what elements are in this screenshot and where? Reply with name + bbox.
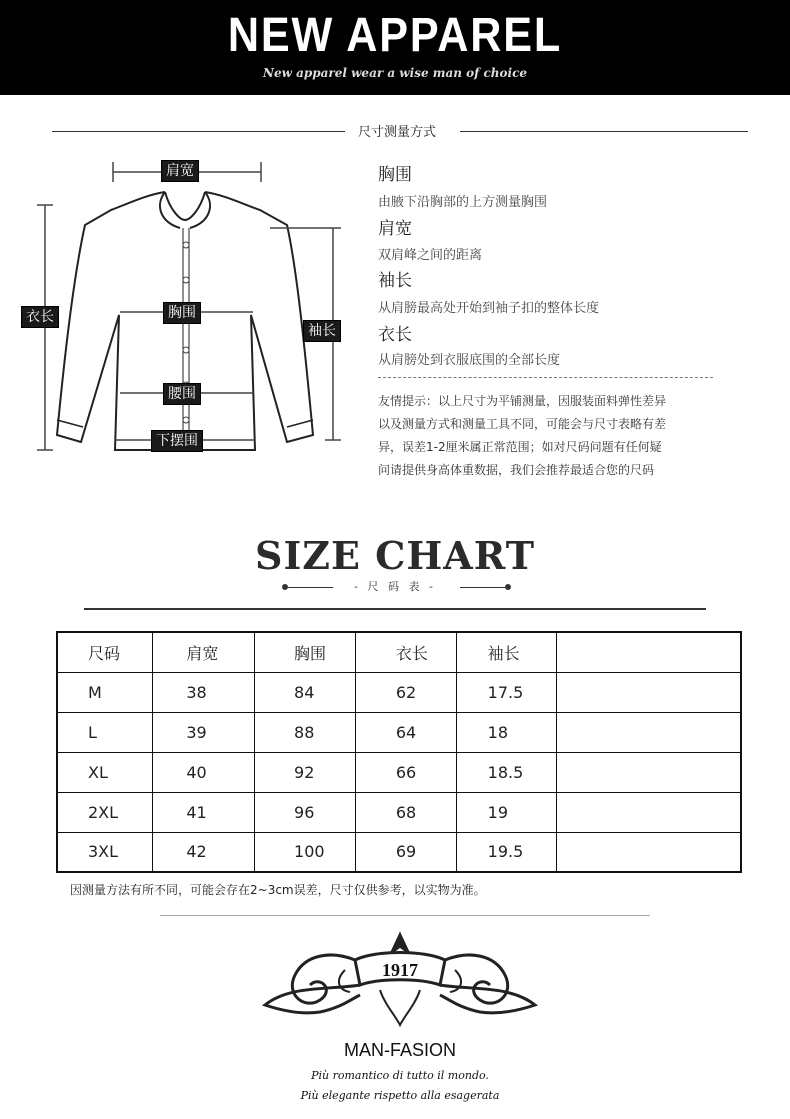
table-cell (557, 712, 741, 752)
table-row (57, 752, 741, 792)
item-shoulder-name: 肩宽 (378, 219, 412, 239)
table-cell: 88 (255, 712, 356, 752)
table-cell (557, 832, 741, 872)
tag-waist: 腰围 (163, 383, 201, 405)
header-cell: 尺码 (57, 632, 153, 672)
header-cell (557, 632, 741, 672)
brand-logo-emblem (250, 930, 550, 1040)
tip-divider (378, 377, 713, 378)
table-header-row (57, 632, 741, 672)
table-row (57, 712, 741, 752)
tag-chest: 胸围 (163, 302, 201, 324)
logo-motto-line2: Più elegante rispetto alla esagerata (300, 1089, 500, 1102)
table-cell (557, 752, 741, 792)
title-rule-left (52, 131, 345, 132)
table-row (57, 672, 741, 712)
deco-dot-right (505, 584, 511, 590)
tip-line: 异，误差1-2厘米属正常范围；如对尺码问题有任何疑 (378, 440, 662, 454)
table-cell: 19.5 (456, 832, 557, 872)
heading-underline (84, 608, 706, 610)
table-cell: 66 (355, 752, 456, 792)
deco-line-left (288, 587, 333, 588)
table-cell: 18.5 (456, 752, 557, 792)
table-cell: 38 (153, 672, 255, 712)
table-row (57, 792, 741, 832)
title-rule-right (460, 131, 748, 132)
table-cell (557, 672, 741, 712)
table-cell: 84 (255, 672, 356, 712)
bottom-divider (160, 915, 650, 916)
tip-line: 以及测量方式和测量工具不同，可能会与尺寸表略有差 (378, 417, 667, 431)
item-length-name: 衣长 (378, 325, 412, 345)
table-cell: 42 (153, 832, 255, 872)
table-cell: 92 (255, 752, 356, 792)
table-cell: 96 (255, 792, 356, 832)
table-cell: 39 (153, 712, 255, 752)
logo-name: MAN-FASION (343, 1040, 456, 1060)
size-chart-heading: SIZE CHART (255, 533, 535, 578)
table-row (57, 832, 741, 872)
table-cell: 3XL (57, 832, 153, 872)
size-table (56, 631, 742, 873)
table-cell: 17.5 (456, 672, 557, 712)
tip-line: 问请提供身高体重数据，我们会推荐最适合您的尺码 (378, 463, 655, 477)
table-cell: 68 (355, 792, 456, 832)
table-cell: XL (57, 752, 153, 792)
size-chart-subheading: - 尺 码 表 - (354, 580, 436, 593)
table-cell (557, 792, 741, 832)
table-cell: 100 (255, 832, 356, 872)
header-cell: 肩宽 (153, 632, 255, 672)
tag-shoulder: 肩宽 (161, 160, 199, 182)
table-cell: L (57, 712, 153, 752)
header-cell: 衣长 (355, 632, 456, 672)
deco-line-right (460, 587, 505, 588)
logo-motto-line1: Più romantico di tutto il mondo. (311, 1069, 489, 1082)
tag-sleeve: 袖长 (303, 320, 341, 342)
header-cell: 胸围 (255, 632, 356, 672)
table-cell: 19 (456, 792, 557, 832)
tag-hem: 下摆围 (151, 430, 203, 452)
table-cell: 40 (153, 752, 255, 792)
header-cell: 袖长 (456, 632, 557, 672)
table-cell: 62 (355, 672, 456, 712)
item-sleeve-name: 袖长 (378, 271, 412, 291)
item-shoulder-desc: 双肩峰之间的距离 (378, 248, 483, 263)
item-sleeve-desc: 从肩膀最高处开始到袖子扣的整体长度 (378, 301, 600, 316)
tip-text (378, 390, 713, 482)
table-cell: 69 (355, 832, 456, 872)
brand-title: NEW APPAREL (227, 9, 563, 62)
size-note: 因测量方法有所不同，可能会存在2~3cm误差，尺寸仅供参考，以实物为准。 (70, 883, 486, 897)
measure-title: 尺寸测量方式 (358, 125, 437, 140)
tip-line: 友情提示：以上尺寸为平铺测量，因服装面料弹性差异 (378, 394, 667, 408)
table-cell: 18 (456, 712, 557, 752)
item-chest-name: 胸围 (378, 165, 412, 185)
item-length-desc: 从肩膀处到衣服底围的全部长度 (378, 353, 561, 368)
item-chest-desc: 由腋下沿胸部的上方测量胸围 (378, 195, 548, 210)
table-cell: 41 (153, 792, 255, 832)
table-cell: 2XL (57, 792, 153, 832)
tag-length: 衣长 (21, 306, 59, 328)
brand-slogan: New apparel wear a wise man of choice (262, 66, 528, 80)
table-cell: 64 (355, 712, 456, 752)
logo-year: 1917 (382, 960, 418, 980)
header-banner (0, 0, 790, 95)
shirt-diagram (15, 150, 355, 465)
table-cell: M (57, 672, 153, 712)
ornament-icon (250, 930, 550, 1040)
